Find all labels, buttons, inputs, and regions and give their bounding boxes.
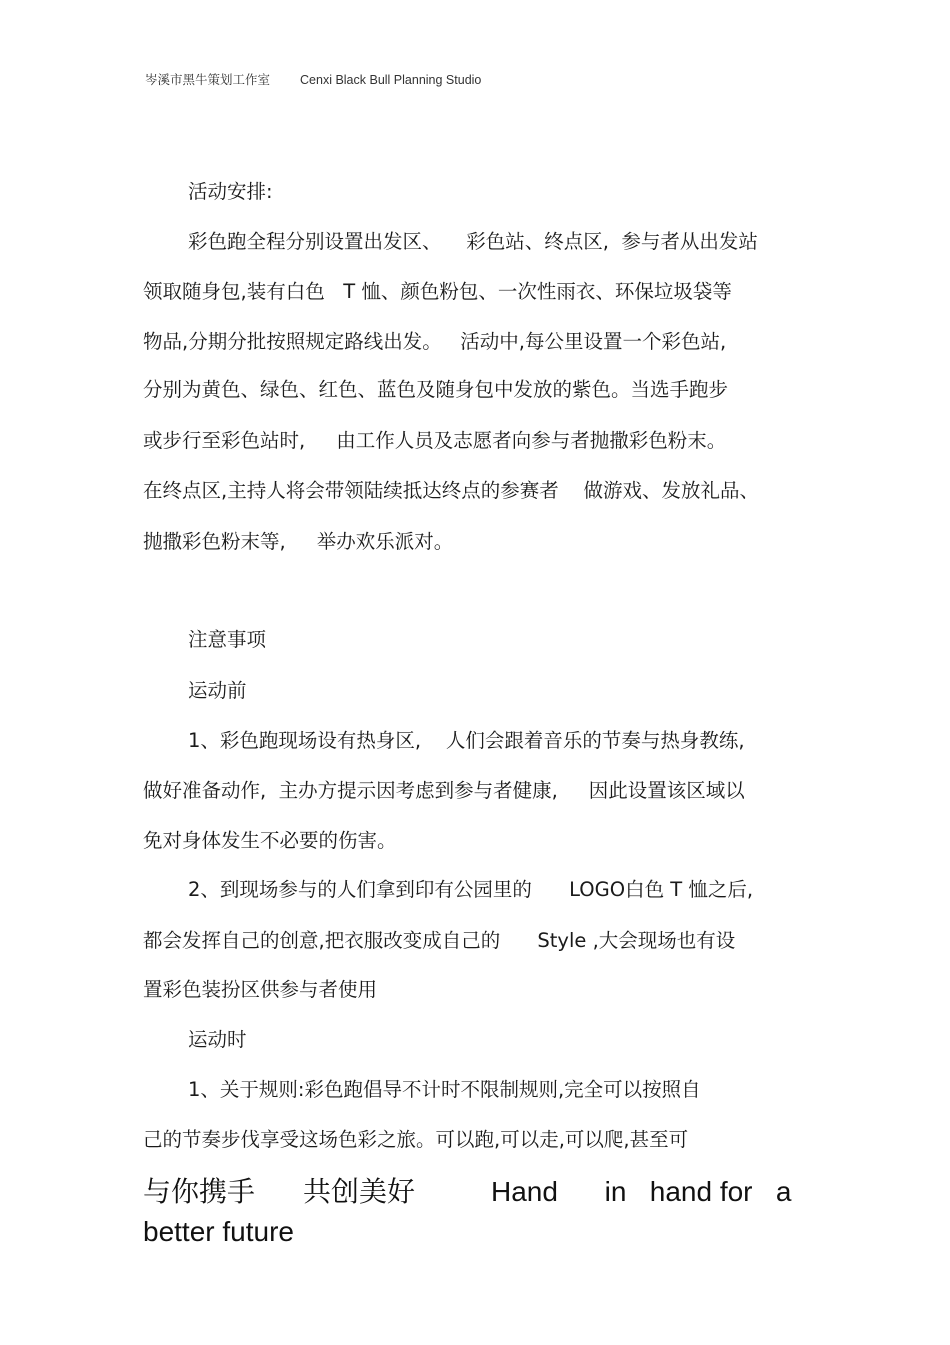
paragraph-line: 彩色跑全程分别设置出发区、 彩色站、终点区, 参与者从出发站: [188, 230, 758, 253]
paragraph-line: 或步行至彩色站时, 由工作人员及志愿者向参与者抛撒彩色粉末。: [143, 429, 727, 452]
paragraph-line: 分别为黄色、绿色、红色、蓝色及随身包中发放的紫色。当选手跑步: [143, 378, 729, 401]
page-footer-slogan: [143, 1172, 813, 1252]
paragraph-line: 1、彩色跑现场设有热身区, 人们会跟着音乐的节奏与热身教练,: [188, 729, 745, 752]
paragraph-line: 做好准备动作, 主办方提示因考虑到参与者健康, 因此设置该区域以: [143, 779, 745, 802]
paragraph-line: 都会发挥自己的创意,把衣服改变成自己的 Style ,大会现场也有设: [143, 929, 736, 952]
paragraph-line: 在终点区,主持人将会带领陆续抵达终点的参赛者 做游戏、发放礼品、: [143, 479, 759, 502]
header-cn: 岑溪市黑牛策划工作室: [145, 72, 271, 87]
subsection-title-before: 运动前: [188, 679, 247, 702]
slogan-en-1: Hand in hand for a: [491, 1176, 792, 1207]
paragraph-line: 1、关于规则:彩色跑倡导不计时不限制规则,完全可以按照自: [188, 1078, 701, 1101]
slogan-cn-1: 与你携手: [143, 1175, 256, 1208]
paragraph-line: 免对身体发生不必要的伤害。: [143, 829, 397, 852]
header-en: Cenxi Black Bull Planning Studio: [300, 73, 482, 87]
paragraph-line: 物品,分期分批按照规定路线出发。 活动中,每公里设置一个彩色站,: [143, 330, 727, 353]
section-title-activity: 活动安排:: [188, 180, 273, 203]
page-header: [145, 70, 481, 88]
slogan-en-2: better future: [143, 1216, 294, 1247]
paragraph-line: 领取随身包,装有白色 T 恤、颜色粉包、一次性雨衣、环保垃圾袋等: [143, 280, 732, 303]
slogan-cn-2: 共创美好: [303, 1175, 416, 1208]
subsection-title-during: 运动时: [188, 1028, 247, 1051]
paragraph-line: 2、到现场参与的人们拿到印有公园里的 LOGO白色 T 恤之后,: [188, 878, 754, 901]
paragraph-line: 置彩色装扮区供参与者使用: [143, 978, 378, 1001]
section-title-notes: 注意事项: [188, 628, 267, 651]
paragraph-line: 抛撒彩色粉末等, 举办欢乐派对。: [143, 530, 454, 553]
paragraph-line: 己的节奏步伐享受这场色彩之旅。可以跑,可以走,可以爬,甚至可: [143, 1128, 689, 1151]
